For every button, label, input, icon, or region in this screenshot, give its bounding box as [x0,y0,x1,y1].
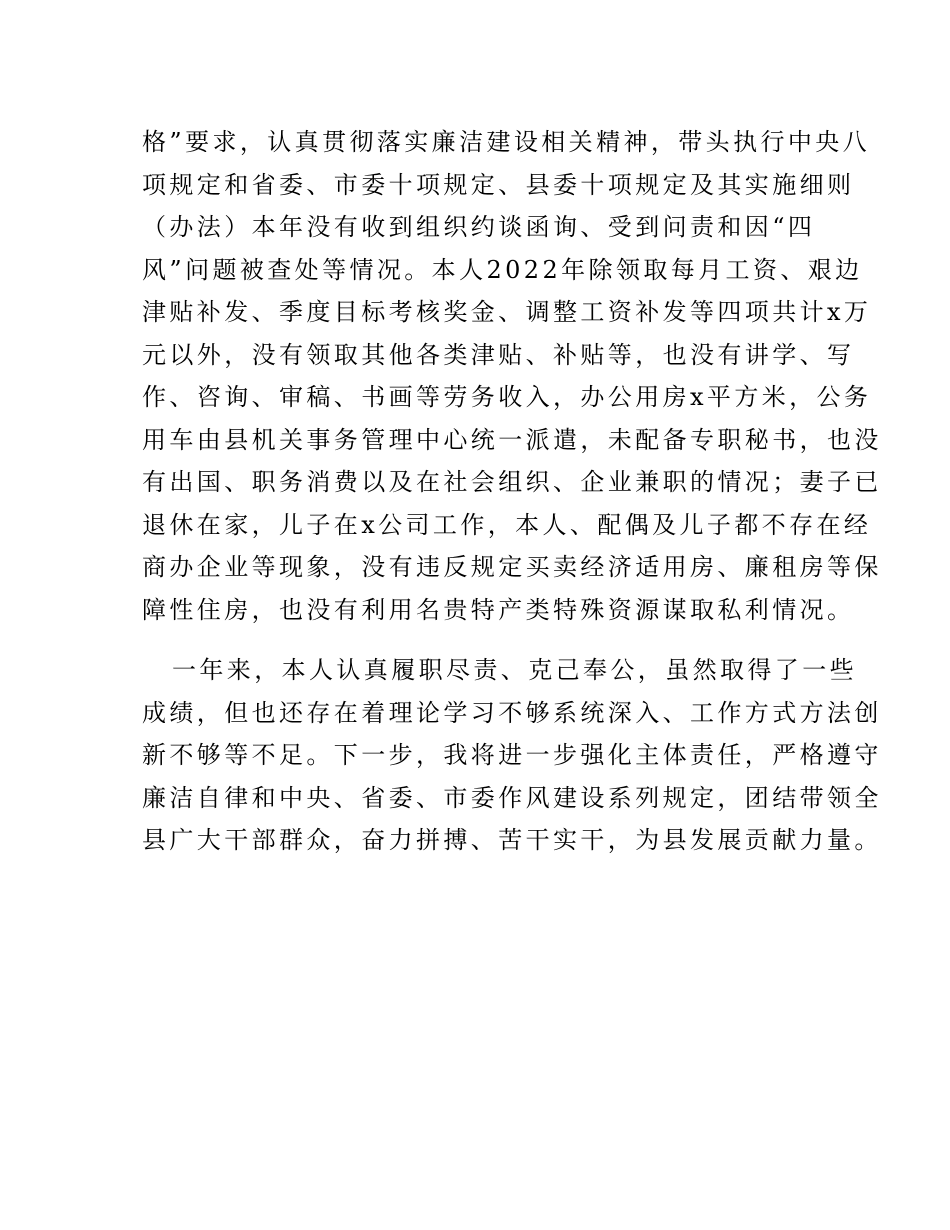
paragraph-line: 障性住房，也没有利用名贵特产类特殊资源谋取私利情况。 [142,595,855,624]
paragraph-line: 商办企业等现象，没有违反规定买卖经济适用房、廉租房等保 [142,553,882,581]
paragraph-first-line: 一年来，本人认真履职尽责、克己奉公，虽然取得了一些 [172,656,857,684]
paragraph-line: 作、咨询、审稿、书画等劳务收入，办公用房x平方米，公务 [142,383,872,411]
paragraph-integrity-report [142,121,882,631]
paragraph-line: 新不够等不足。下一步，我将进一步强化主体责任，严格遵守 [142,741,882,769]
paragraph-line: 津贴补发、季度目标考核奖金、调整工资补发等四项共计x万 [142,298,872,326]
paragraph-line: 元以外，没有领取其他各类津贴、补贴等，也没有讲学、写 [142,340,855,369]
paragraph-line: 项规定和省委、市委十项规定、县委十项规定及其实施细则 [142,170,855,199]
paragraph-summary-outlook [142,649,882,862]
paragraph-line: 格”要求，认真贯彻落实廉洁建设相关精神，带头执行中央八 [142,128,871,156]
paragraph-line: 廉洁自律和中央、省委、市委作风建设系列规定，团结带领全 [142,783,882,812]
paragraph-line: 用车由县机关事务管理中心统一派遣，未配备专职秘书，也没 [142,425,882,454]
paragraph-line: 退休在家，儿子在x公司工作，本人、配偶及儿子都不存在经 [142,510,872,539]
paragraph-line: 成绩，但也还存在着理论学习不够系统深入、工作方式方法创 [142,698,882,727]
paragraph-line: 有出国、职务消费以及在社会组织、企业兼职的情况；妻子已 [142,468,882,496]
paragraph-line: 风”问题被查处等情况。本人2022年除领取每月工资、艰边 [142,255,863,284]
paragraph-line: （办法）本年没有收到组织约谈函询、受到问责和因“四 [142,213,816,241]
paragraph-line: 县广大干部群众，奋力拼搏、苦干实干，为县发展贡献力量。 [142,826,882,854]
